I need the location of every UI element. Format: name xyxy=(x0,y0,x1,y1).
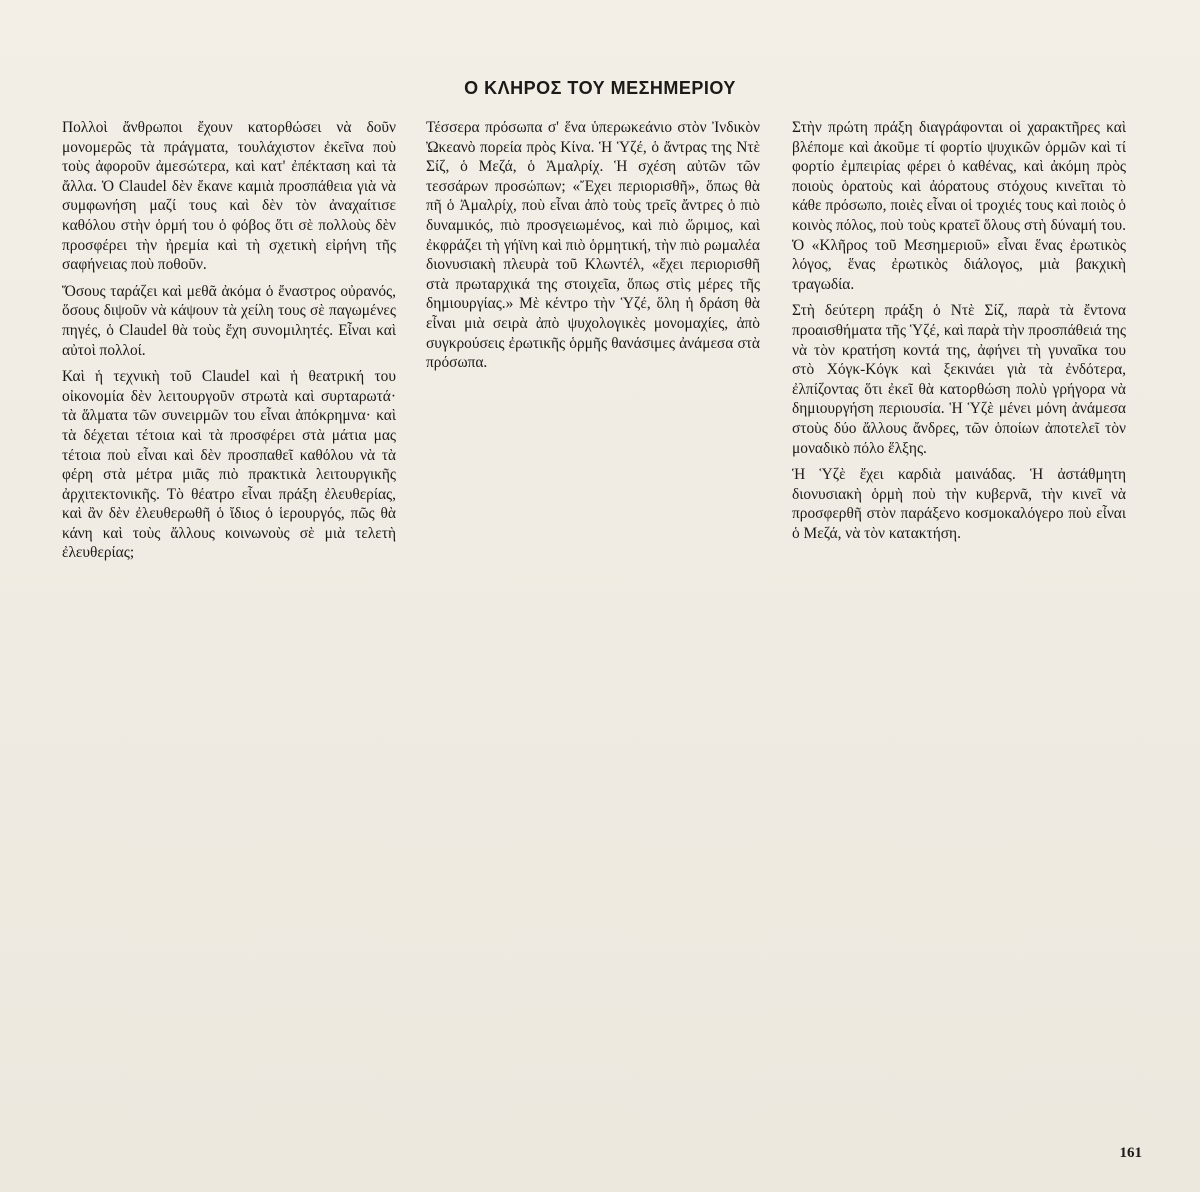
column-1-paragraph-3: Καὶ ἡ τεχνικὴ τοῦ Claudel καὶ ἡ θεατρική του οἰκονομία δὲν λειτουργοῦν στρωτὰ καὶ συρταρωτά· τὰ ἅλματα τῶν συνειρμῶν του εἶναι ἀπόκρημνα· καὶ τὰ δέχεται τέτοια καὶ τὰ προσφέρει στὰ μάτια μας τέτοια ποὺ εἶναι καὶ δὲν προσπαθεῖ καθόλου νὰ τὰ φέρη στὰ μέτρα μιᾶς πιὸ πρακτικὰ λειτουργικῆς ἀρχιτεκτονικῆς. Τὸ θέατρο εἶναι πράξη ἐλευθερίας, καὶ ἂν δὲν ἐλευθερωθῆ ὁ ἴδιος ὁ ἱερουργός, πῶς θὰ κάνη καὶ τοὺς ἄλλους κοινωνοὺς σὲ μιὰ τελετὴ ἐλευθερίας; xyxy=(62,368,396,562)
column-1-paragraph-2: Ὅσους ταράζει καὶ μεθᾶ ἀκόμα ὁ ἔναστρος οὐρανός, ὅσους διψοῦν νὰ κάψουν τὰ χείλη τους σὲ παγωμένες πηγές, ὁ Claudel θὰ τοὺς ἔχη συνομιλητές. Εἶναι καὶ αὐτοὶ πολλοί. xyxy=(62,282,396,359)
column-1-paragraph-1: Πολλοὶ ἄνθρωποι ἔχουν κατορθώσει νὰ δοῦν μονομερῶς τὰ πράγματα, τουλάχιστον ἐκεῖνα ποὺ τοὺς ἀφοροῦν ἀμεσώτερα, καὶ κατ' ἐπέκταση καὶ τὰ ἄλλα. Ὁ Claudel δὲν ἔκανε καμιὰ προσπάθεια γιὰ νὰ συμφωνήση μαζί τους καὶ δὲν τὸν ἀναχαίτισε καθόλου στὴν ὁρμή του ὁ φόβος ὅτι σὲ πολλοὺς δὲν προσφέρει τὴν ἠρεμία καὶ τὴ σχετικὴ εἰρήνη τῆς σαφήνειας ποὺ ποθοῦν. xyxy=(62,119,396,274)
column-2-paragraph-1: Τέσσερα πρόσωπα σ' ἕνα ὑπερωκεάνιο στὸν Ἰνδικὸν Ὠκεανὸ πορεία πρὸς Κίνα. Ἡ Ὑζέ, ὁ ἄντρας της Ντὲ Σίζ, ὁ Μεζά, ὁ Ἀμαλρίχ. Ἡ σχέση αὐτῶν τῶν τεσσάρων προσώπων; «Ἔχει περιορισθῆ», ὅπως θὰ πῆ ὁ Ἀμαλρίχ, ποὺ εἶναι ἀπὸ τοὺς τρεῖς ἄντρες ὁ πιὸ δυναμικός, πιὸ προσγειωμένος, καὶ πιὸ ὥριμος, καὶ ἐκφράζει τὴ γήϊνη καὶ πιὸ ὁρμητική, τὴν πιὸ ρωμαλέα διονυσιακὴ πλευρὰ τοῦ Κλωντέλ, «ἔχει περιορισθῆ στὰ πρωταρχικά της στοιχεῖα, ὅπως στὶς μέρες τῆς δημιουργίας.» Μὲ κέντρο τὴν Ὑζέ, ὅλη ἡ δράση θὰ εἶναι μιὰ σειρὰ ἀπὸ ψυχολογικὲς μονομαχίες, ἀπὸ συγκρούσεις ἐρωτικῆς ὁρμῆς θανάσιμες ἀνάμεσα στὰ πρόσωπα. xyxy=(426,119,760,372)
column-3-paragraph-1: Στὴν πρώτη πράξη διαγράφονται οἱ χαρακτῆρες καὶ βλέπομε καὶ ἀκοῦμε τί φορτίο ψυχικῶν ὁρμῶν καὶ τί φορτίο ἐμπειρίας φέρει ὁ καθένας, καὶ ἀκόμη πρὸς ποιοὺς ὁρατοὺς καὶ ἀόρατους στόχους κινεῖται τὸ κάθε πρόσωπο, ποιὲς εἶναι οἱ τροχιές τους καὶ ποιὸς ὁ κοινὸς πόλος, ποὺ τοὺς κρατεῖ ὅλους στὴ δύναμή του. Ὁ «Κλῆρος τοῦ Μεσημεριοῦ» εἶναι ἕνας ἐρωτικὸς λόγος, ἕνας ἐρωτικὸς διάλογος, μιὰ βακχικὴ τραγωδία. xyxy=(792,119,1126,293)
text-column-3 xyxy=(792,118,1126,550)
column-3-paragraph-2: Στὴ δεύτερη πράξη ὁ Ντὲ Σίζ, παρὰ τὰ ἔντονα προαισθήματα τῆς Ὑζέ, καὶ παρὰ τὴν προσπάθειά της νὰ τὸν κρατήση κοντά της, ἀφήνει τὴ γυναῖκα του στὸ Χόγκ-Κόγκ καὶ ξεκινάει γιὰ τὰ ἐνδότερα, ἐλπίζοντας ὅτι ἐκεῖ θὰ κατορθώση πολὺ γρήγορα νὰ δημιουργήση περιουσία. Ἡ Ὑζὲ μένει μόνη ἀνάμεσα στοὺς δύο ἄλλους ἄνδρες, τῶν ὁποίων ἀποτελεῖ τὸν μοναδικὸ πόλο ἕλξης. xyxy=(792,302,1126,457)
text-column-1 xyxy=(62,118,396,570)
text-column-2 xyxy=(426,118,760,380)
page-number: 161 xyxy=(1119,1145,1142,1161)
article-title: Ο ΚΛΗΡΟΣ ΤΟΥ ΜΕΣΗΜΕΡΙΟΥ xyxy=(464,78,736,98)
column-3-paragraph-3: Ἡ Ὑζὲ ἔχει καρδιὰ μαινάδας. Ἡ ἀστάθμητη διονυσιακὴ ὁρμὴ ποὺ τὴν κυβερνᾶ, τὴν κινεῖ νὰ προσφερθῆ στὸν παράξενο κοσμοκαλόγερο ποὺ εἶναι ὁ Μεζά, νὰ τὸν κατακτήση. xyxy=(792,466,1126,542)
